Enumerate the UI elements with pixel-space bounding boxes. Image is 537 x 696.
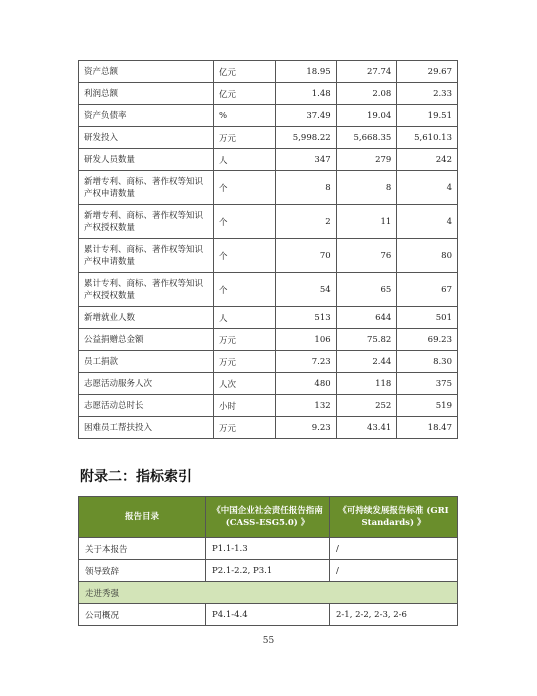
- cass-esg-reference: P2.1-2.2, P3.1: [206, 560, 330, 582]
- value-year-1: 513: [276, 307, 337, 329]
- value-year-3: 80: [397, 239, 458, 273]
- value-year-1: 18.95: [276, 61, 337, 83]
- index-header-row: [79, 497, 458, 538]
- indicator-unit: 个: [214, 171, 276, 205]
- value-year-2: 43.41: [336, 417, 397, 439]
- value-year-1: 132: [276, 395, 337, 417]
- indicator-name: 志愿活动总时长: [79, 395, 214, 417]
- value-year-1: 106: [276, 329, 337, 351]
- value-year-1: 37.49: [276, 105, 337, 127]
- indicator-name: 累计专利、商标、著作权等知识产权授权数量: [79, 273, 214, 307]
- gri-reference: /: [330, 560, 458, 582]
- value-year-3: 501: [397, 307, 458, 329]
- value-year-2: 2.08: [336, 83, 397, 105]
- value-year-2: 252: [336, 395, 397, 417]
- appendix-title: 附录二：指标索引: [80, 469, 192, 485]
- value-year-1: 9.23: [276, 417, 337, 439]
- value-year-2: 279: [336, 149, 397, 171]
- index-row: [79, 538, 458, 560]
- value-year-2: 19.04: [336, 105, 397, 127]
- table-row: [79, 83, 458, 105]
- value-year-2: 76: [336, 239, 397, 273]
- indicator-name: 新增专利、商标、著作权等知识产权授权数量: [79, 205, 214, 239]
- indicator-name: 研发投入: [79, 127, 214, 149]
- indicator-name: 志愿活动服务人次: [79, 373, 214, 395]
- value-year-2: 11: [336, 205, 397, 239]
- report-section: 关于本报告: [79, 538, 206, 560]
- value-year-1: 5,998.22: [276, 127, 337, 149]
- report-section: 领导致辞: [79, 560, 206, 582]
- value-year-3: 69.23: [397, 329, 458, 351]
- value-year-1: 54: [276, 273, 337, 307]
- indicator-unit: 个: [214, 239, 276, 273]
- table-row: [79, 395, 458, 417]
- value-year-1: 70: [276, 239, 337, 273]
- gri-reference: /: [330, 538, 458, 560]
- value-year-1: 7.23: [276, 351, 337, 373]
- indicator-unit: 万元: [214, 329, 276, 351]
- value-year-1: 2: [276, 205, 337, 239]
- header-report-contents: 报告目录: [79, 497, 206, 538]
- value-year-2: 27.74: [336, 61, 397, 83]
- table-row: [79, 127, 458, 149]
- indicator-name: 研发人员数量: [79, 149, 214, 171]
- indicator-unit: 人: [214, 149, 276, 171]
- indicator-unit: 亿元: [214, 83, 276, 105]
- header-gri-standards: 《可持续发展报告标准 (GRI Standards) 》: [330, 497, 458, 538]
- value-year-2: 644: [336, 307, 397, 329]
- indicator-name: 员工捐款: [79, 351, 214, 373]
- value-year-3: 4: [397, 171, 458, 205]
- index-section-row: [79, 582, 458, 604]
- indicator-name: 资产负债率: [79, 105, 214, 127]
- value-year-1: 1.48: [276, 83, 337, 105]
- gri-reference: 2-1, 2-2, 2-3, 2-6: [330, 604, 458, 626]
- indicator-unit: 万元: [214, 127, 276, 149]
- value-year-3: 5,610.13: [397, 127, 458, 149]
- report-section: 公司概况: [79, 604, 206, 626]
- value-year-2: 2.44: [336, 351, 397, 373]
- indicator-name: 资产总额: [79, 61, 214, 83]
- table-row: [79, 417, 458, 439]
- cass-esg-reference: P4.1-4.4: [206, 604, 330, 626]
- indicator-name: 公益捐赠总金额: [79, 329, 214, 351]
- value-year-3: 18.47: [397, 417, 458, 439]
- value-year-3: 4: [397, 205, 458, 239]
- table-row: [79, 351, 458, 373]
- indicator-index-table: [78, 496, 458, 626]
- value-year-3: 242: [397, 149, 458, 171]
- value-year-2: 5,668.35: [336, 127, 397, 149]
- indicator-unit: 万元: [214, 351, 276, 373]
- indicator-name: 新增就业人数: [79, 307, 214, 329]
- value-year-3: 19.51: [397, 105, 458, 127]
- value-year-2: 65: [336, 273, 397, 307]
- table-row: [79, 171, 458, 205]
- table-row: [79, 329, 458, 351]
- table-row: [79, 61, 458, 83]
- value-year-3: 375: [397, 373, 458, 395]
- indicator-data-table: [78, 60, 458, 439]
- value-year-3: 2.33: [397, 83, 458, 105]
- table-row: [79, 205, 458, 239]
- page-number: 55: [262, 636, 275, 646]
- table-row: [79, 273, 458, 307]
- value-year-3: 67: [397, 273, 458, 307]
- indicator-name: 新增专利、商标、著作权等知识产权申请数量: [79, 171, 214, 205]
- indicator-unit: 人次: [214, 373, 276, 395]
- index-row: [79, 560, 458, 582]
- section-label: 走进秀强: [79, 582, 458, 604]
- value-year-2: 8: [336, 171, 397, 205]
- table-row: [79, 373, 458, 395]
- indicator-unit: %: [214, 105, 276, 127]
- indicator-name: 困难员工帮扶投入: [79, 417, 214, 439]
- indicator-unit: 个: [214, 273, 276, 307]
- value-year-3: 8.30: [397, 351, 458, 373]
- cass-esg-reference: P1.1-1.3: [206, 538, 330, 560]
- value-year-2: 75.82: [336, 329, 397, 351]
- table-row: [79, 307, 458, 329]
- indicator-name: 累计专利、商标、著作权等知识产权申请数量: [79, 239, 214, 273]
- indicator-unit: 个: [214, 205, 276, 239]
- indicator-name: 利润总额: [79, 83, 214, 105]
- indicator-unit: 人: [214, 307, 276, 329]
- header-cass-esg: 《中国企业社会责任报告指南 (CASS-ESG5.0) 》: [206, 497, 330, 538]
- value-year-1: 480: [276, 373, 337, 395]
- indicator-unit: 万元: [214, 417, 276, 439]
- value-year-1: 347: [276, 149, 337, 171]
- table-row: [79, 105, 458, 127]
- index-row: [79, 604, 458, 626]
- value-year-3: 519: [397, 395, 458, 417]
- indicator-unit: 小时: [214, 395, 276, 417]
- table-row: [79, 239, 458, 273]
- value-year-1: 8: [276, 171, 337, 205]
- table-row: [79, 149, 458, 171]
- indicator-unit: 亿元: [214, 61, 276, 83]
- value-year-2: 118: [336, 373, 397, 395]
- value-year-3: 29.67: [397, 61, 458, 83]
